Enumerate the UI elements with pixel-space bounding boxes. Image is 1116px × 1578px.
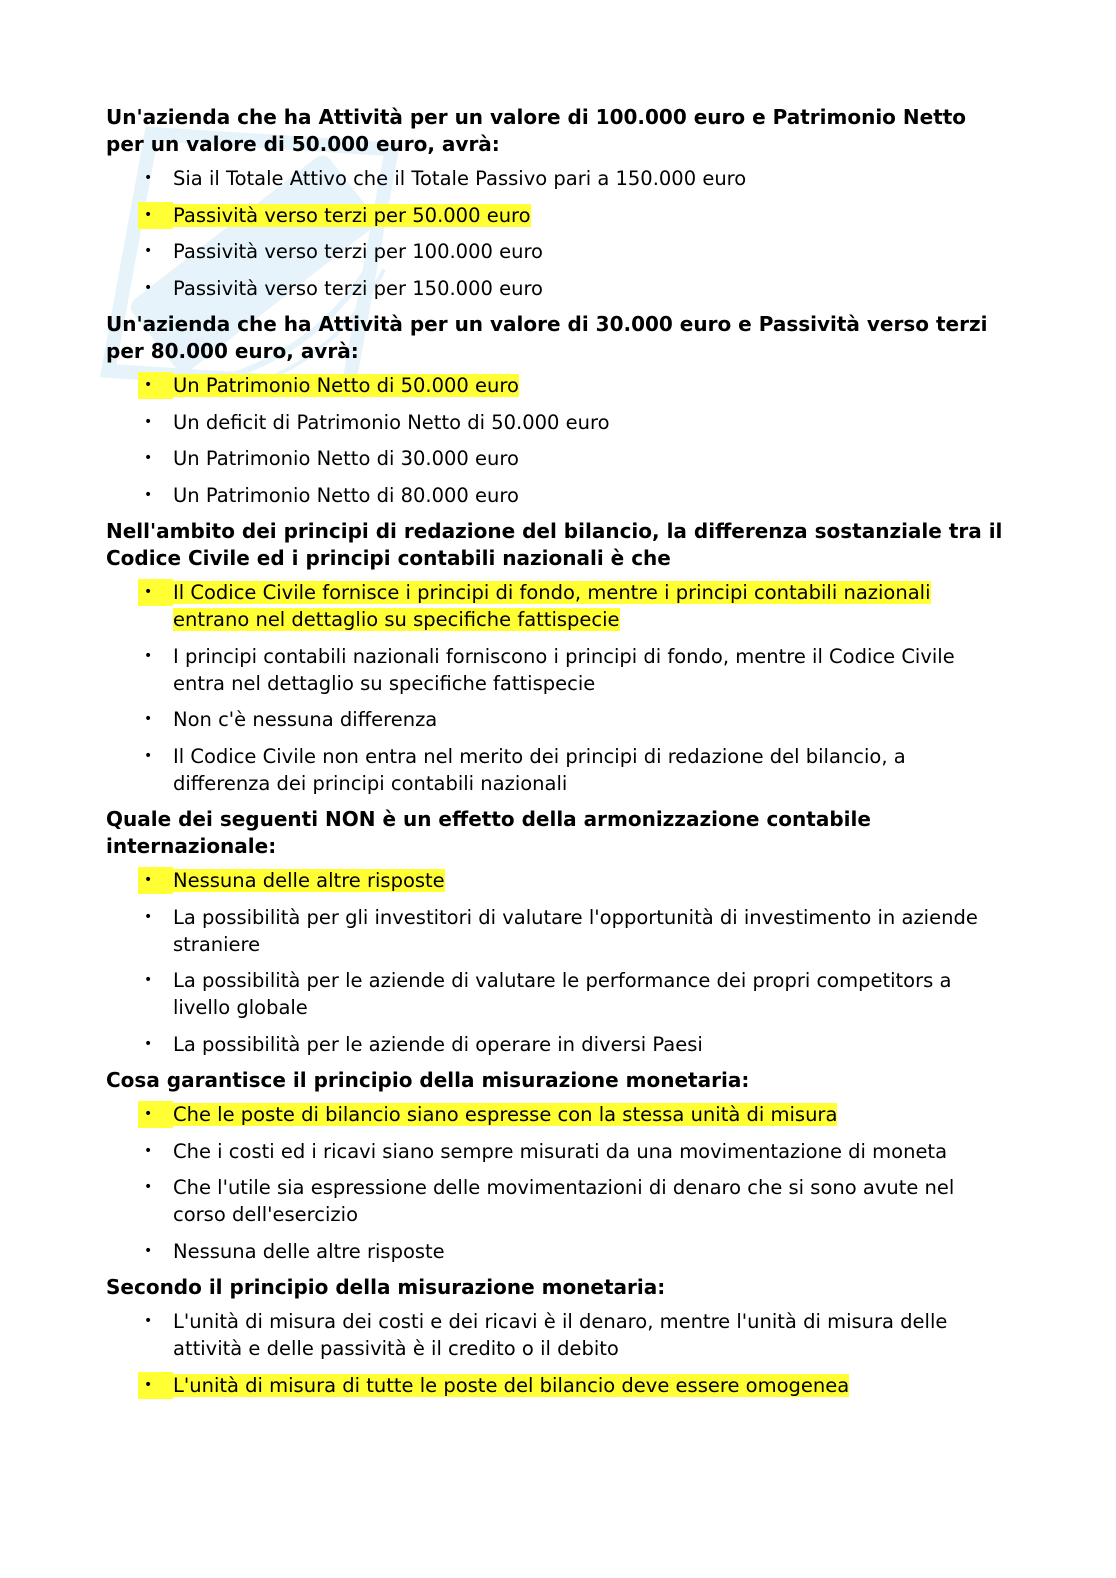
answer-text: Passività verso terzi per 50.000 euro (173, 203, 531, 227)
answer-text: Il Codice Civile non entra nel merito dei principi di redazione del bilancio, a differenza dei principi contabili nazionali (173, 744, 906, 795)
answer-item (106, 238, 1006, 265)
answer-item (106, 1138, 1006, 1165)
question-2: Un'azienda che ha Attività per un valore di 30.000 euro e Passività verso terzi per 80.000 euro, avrà: (106, 312, 988, 363)
bullet-icon: • (144, 1242, 153, 1259)
answer-list (106, 165, 1006, 302)
bullet-icon: • (144, 647, 153, 664)
answer-item-correct (106, 372, 1006, 399)
answer-text: L'unità di misura di tutte le poste del bilancio deve essere omogenea (173, 1373, 850, 1397)
answer-text: Un Patrimonio Netto di 80.000 euro (173, 483, 519, 507)
answer-item (106, 275, 1006, 302)
answer-text: I principi contabili nazionali forniscono i principi di fondo, mentre il Codice Civile entra nel dettaglio su specifiche fattispecie (173, 644, 955, 695)
question-6: Secondo il principio della misurazione monetaria: (106, 1275, 666, 1299)
bullet-icon: • (144, 908, 153, 925)
answer-text: Un Patrimonio Netto di 50.000 euro (173, 374, 519, 397)
answer-list (106, 867, 1006, 1058)
answer-item (106, 165, 1006, 192)
answer-list (106, 1308, 1006, 1399)
question-1: Un'azienda che ha Attività per un valore di 100.000 euro e Patrimonio Netto per un valore di 50.000 euro, avrà: (106, 105, 967, 156)
answer-text: La possibilità per le aziende di valutare le performance dei propri competitors a livello globale (173, 969, 952, 1019)
answer-text: Nessuna delle altre risposte (173, 869, 445, 892)
answer-text: Un Patrimonio Netto di 30.000 euro (173, 447, 519, 470)
bullet-icon: • (138, 579, 173, 606)
answer-text: Nessuna delle altre risposte (173, 1239, 445, 1263)
bullet-icon: • (138, 1101, 173, 1128)
answer-item (106, 904, 1006, 958)
bullet-icon: • (144, 972, 153, 988)
answer-text: Non c'è nessuna differenza (173, 708, 438, 731)
bullet-icon: • (144, 170, 153, 186)
question-3: Nell'ambito dei principi di redazione del bilancio, la differenza sostanziale tra il Codice Civile ed i principi contabili nazionali è che (106, 519, 1003, 570)
answer-item (106, 409, 1006, 436)
bullet-icon: • (144, 486, 153, 503)
bullet-icon: • (138, 372, 173, 399)
answer-item (106, 1238, 1006, 1265)
answer-item-correct (106, 202, 1006, 229)
answer-text: La possibilità per gli investitori di valutare l'opportunità di investimento in aziende straniere (173, 905, 978, 956)
answer-item (106, 1174, 1006, 1228)
answer-text: Un deficit di Patrimonio Netto di 50.000 euro (173, 410, 610, 434)
bullet-icon: • (138, 202, 173, 229)
bullet-icon: • (144, 413, 153, 430)
answer-list (106, 579, 1006, 797)
answer-item (106, 743, 1006, 797)
answer-item (106, 1031, 1006, 1058)
answer-item-correct (106, 1101, 1006, 1128)
bullet-icon: • (144, 711, 153, 727)
answer-list (106, 1101, 1006, 1265)
answer-item (106, 706, 1006, 733)
bullet-icon: • (144, 1142, 153, 1159)
bullet-icon: • (144, 1035, 153, 1052)
question-5: Cosa garantisce il principio della misurazione monetaria: (106, 1068, 750, 1092)
bullet-icon: • (144, 243, 153, 259)
answer-list (106, 372, 1006, 509)
answer-item (106, 1308, 1006, 1362)
answer-item (106, 643, 1006, 697)
answer-text: Passività verso terzi per 150.000 euro (173, 276, 543, 300)
bullet-icon: • (144, 1313, 153, 1329)
bullet-icon: • (144, 1179, 153, 1195)
bullet-icon: • (144, 747, 153, 764)
answer-text: Sia il Totale Attivo che il Totale Passivo pari a 150.000 euro (173, 167, 747, 190)
bullet-icon: • (144, 279, 153, 296)
bullet-icon: • (138, 867, 173, 894)
question-4: Quale dei seguenti NON è un effetto della armonizzazione contabile internazionale: (106, 807, 871, 858)
answer-item-correct (106, 867, 1006, 894)
answer-item (106, 967, 1006, 1021)
answer-item (106, 445, 1006, 472)
answer-text: Il Codice Civile fornisce i principi di fondo, mentre i principi contabili nazionali entrano nel dettaglio su specifiche fattispecie (173, 581, 931, 631)
bullet-icon: • (138, 1372, 173, 1399)
answer-text: Che le poste di bilancio siano espresse con la stessa unità di misura (173, 1103, 838, 1126)
answer-item (106, 482, 1006, 509)
answer-text: Passività verso terzi per 100.000 euro (173, 240, 543, 263)
answer-text: Che l'utile sia espressione delle movimentazioni di denaro che si sono avute nel corso dell'esercizio (173, 1176, 955, 1226)
bullet-icon: • (144, 450, 153, 466)
quiz-content (106, 104, 1006, 1408)
answer-item-correct (106, 1372, 1006, 1399)
answer-item-correct (106, 579, 1006, 633)
answer-text: L'unità di misura dei costi e dei ricavi è il denaro, mentre l'unità di misura delle attività e delle passività è il credito o il debito (173, 1310, 948, 1360)
answer-text: La possibilità per le aziende di operare in diversi Paesi (173, 1032, 703, 1056)
answer-text: Che i costi ed i ricavi siano sempre misurati da una movimentazione di moneta (173, 1139, 948, 1163)
